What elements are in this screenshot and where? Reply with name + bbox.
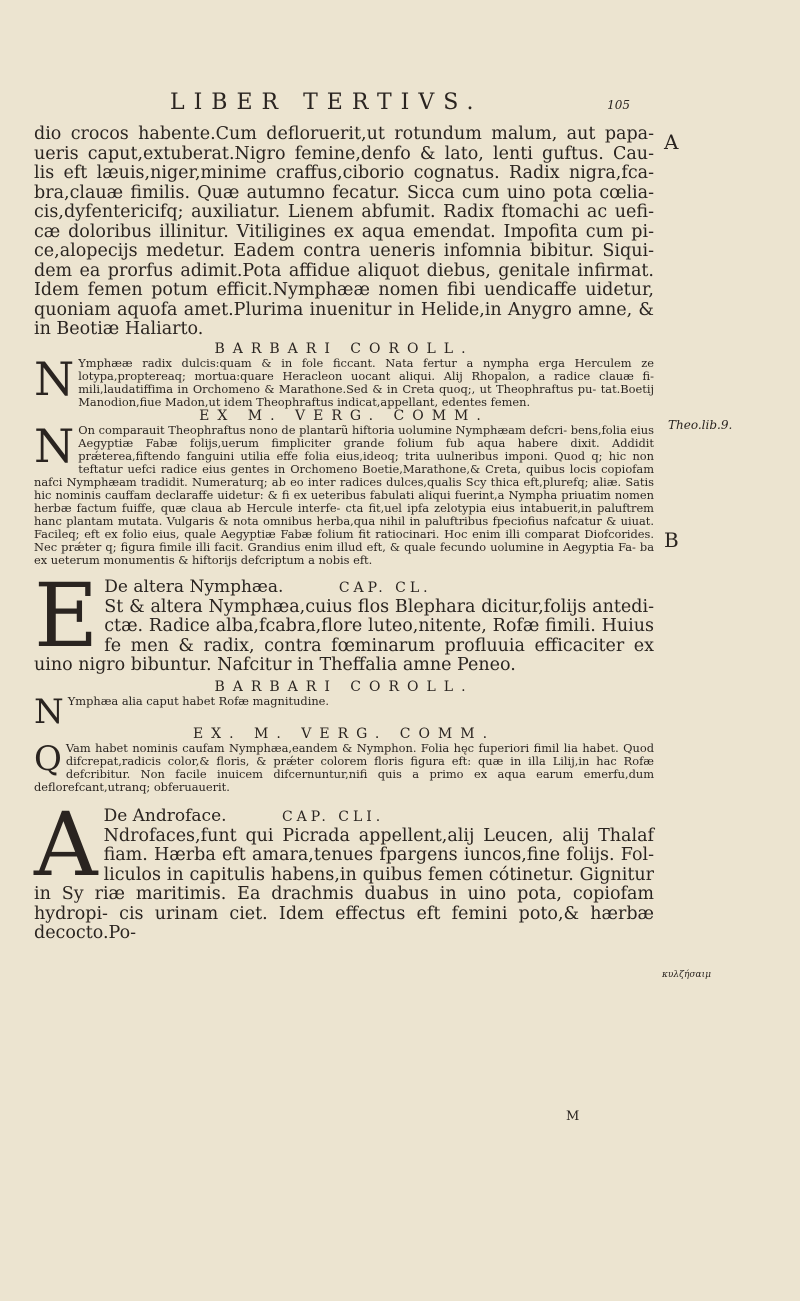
paragraph-altera-nymphaea: St & altera Nymphæa,cuius flos Blephara dicitur,folijs antedi- ctæ. Radice alba,fcabra,flore luteo,nitente, Rofæ fimili. Huius fe men & radix, contra fœminarum profluuia efficaciter ex uino nigro bibuntur. Nafcitur in Theffalia amne Peneo. [34,596,654,675]
dropcap-a: A [34,792,98,896]
paragraph-barbari-1: Ymphææ radix dulcis:quam & in fole ficcant. Nata fertur a nympha erga Herculem ze lotypa,proptereaq; mortua:quare Heracleon uocant aliqui. Alij Rhopalon, a radice clauæ fi- mili,laudatiffima in Orchomeno & Marathone.Sed & in Creta quoq;, ut Theophraftus pu- tat.Boetij Manodion,fiue Madon,ut idem Theophraftus indicat,appellant, edentes femen. [78,355,654,409]
vergil-note-2 [34,738,654,794]
vergil-heading-1: EX M. VERG. COMM. [199,407,489,424]
paragraph-vergil-1: On comparauit Theophraftus nono de plantarũ hiftoria uolumine Nymphæam defcri- bens,folia eius Aegyptiæ Fabæ folijs,uerum fimpliciter grande folium fub aqua habere dixit. Addidit prǽterea,fiftendo fanguini utilia effe folia eius,ideoq; trita uulneribus imponi. Quod q; hic non teftatur uefci radice eius gentes in Orchomeno Boetie,Marathone,& Creta, quibus locis copiofam nafci Nymphæam tradidit. Numeraturq; ab eo inter radices dulces,qualis Scy thica eft,plurefq; aliæ. Satis hic nominis cauffam declaraffe uidetur: & fi ex ueteribus fabulati aliqui fuerint,a Nympha priuatim nomen herbæ factum fuiffe, quæ claua ab Hercule interfe- cta fit,uel ipfa zelotypia eius intabuerit,in paluftrem hanc plantam mutata. Vulgaris & nota omnibus herba,qua nihil in paluftribus fpeciofius nafcatur & uiuat. Facileq; eft ex folio eius, quale Aegyptiæ Fabæ folium fit ratiocinari. Hoc enim illi comparat Diofcorides. Nec prǽter q; figura fimile illi facit. Grandius enim illud eft, & quale fecundo uolumine in Aegyptia Fa- ba ex ueterum monumentis & hiftorijs defcriptum a nobis eft. [34,422,654,567]
running-title: LIBER TERTIVS. [170,90,483,115]
chapter-150 [34,563,654,676]
barbari-heading-1: BARBARI COROLL. [214,340,474,357]
chapter-heading-151 [34,806,654,827]
dropcap-n2: N [34,418,75,473]
chapter-heading-150 [34,577,654,598]
dropcap-n: N [34,351,75,406]
paragraph-nymphaea-continued: dio crocos habente.Cum defloruerit,ut rotundum malum, aut papa- ueris caput,extuberat.Nigro femine,denfo & lato, lenti guftus. Cau- lis eft læuis,niger,minime craffus,ciborio cognatus. Radix nigra,fca- bra,clauæ fimilis. Quæ autumno fecatur. Sicca cum uino pota cœlia- cis,dyfentericifq; auxiliatur. Lienem abfumit. Radix ftomachi ac uefi- cæ doloribus illinitur. Vitiligines ex aqua emendat. Impofita cum pi- ce,alopecijs medetur. Eadem contra ueneris infomnia bibitur. Siqui- dem ea prorfus adimit.Pota affidue aliquot diebus, genitale infirmat. Idem femen potum efficit.Nymphææ nomen fibi uendicaffe uidetur, quoniam aquofa amet.Plurima inuenitur in Helide,in Anygro amne, & in Beotiæ Haliarto. [34,124,654,339]
running-header [170,90,630,120]
chapter-title-151: De Androface. [103,805,227,826]
margin-letter-a: A [664,130,679,154]
dropcap-n3: N [34,691,64,732]
dropcap-q: Q [34,738,62,779]
margin-note-theophrastus: Theo.lib.9. [668,418,733,432]
barbari-note-1 [34,351,654,409]
barbari-heading-2: BARBARI COROLL. [214,678,474,695]
margin-letter-b: B [664,528,679,552]
chapter-151 [34,792,654,944]
margin-note-greek: κυλζήσαιμ [662,970,711,980]
catchword: M [566,1109,580,1124]
chapter-number-150: CAP. CL. [338,579,432,596]
paragraph-vergil-2: Vam habet nominis caufam Nymphæa,eandem & Nymphon. Folia hęc fuperiori fimil lia habet. Quod difcrepat,radicis color,& floris, & prǽter colorem floris figura eft: quæ in illa Lilij,in hac Rofæ defcribitur. Non facile inuicem difcernuntur,nifi quis a primo ex aqua earum emerfu,dum deflorefcant,utranq; obferuauerit. [34,740,654,794]
main-column [34,125,654,944]
folio-number: 105 [607,98,630,112]
paragraph-barbari-2: Ymphæa alia caput habet Rofæ magnitudine. [67,693,330,708]
vergil-heading-2: EX. M. VERG. COMM. [192,725,496,742]
chapter-title-150: De altera Nymphæa. [104,576,284,597]
vergil-note-1 [34,418,654,567]
barbari-note-2 [34,691,654,732]
paragraph-androsace: Ndrofaces,funt qui Picrada appellent,alij Leucen, alij Thalaf fiam. Hærba eft amara,tenues fpargens iuncos,fine folijs. Fol- liculos in capitulis habens,in quibus femen cótinetur. Gignitur in Sy riæ maritimis. Ea drachmis duabus in uino pota, copiofam hydropi- cis urinam ciet. Idem effectus eft femini poto,& hærbæ decocto.Po- [34,825,654,943]
chapter-number-151: CAP. CLI. [281,808,385,825]
dropcap-e: E [34,563,99,667]
